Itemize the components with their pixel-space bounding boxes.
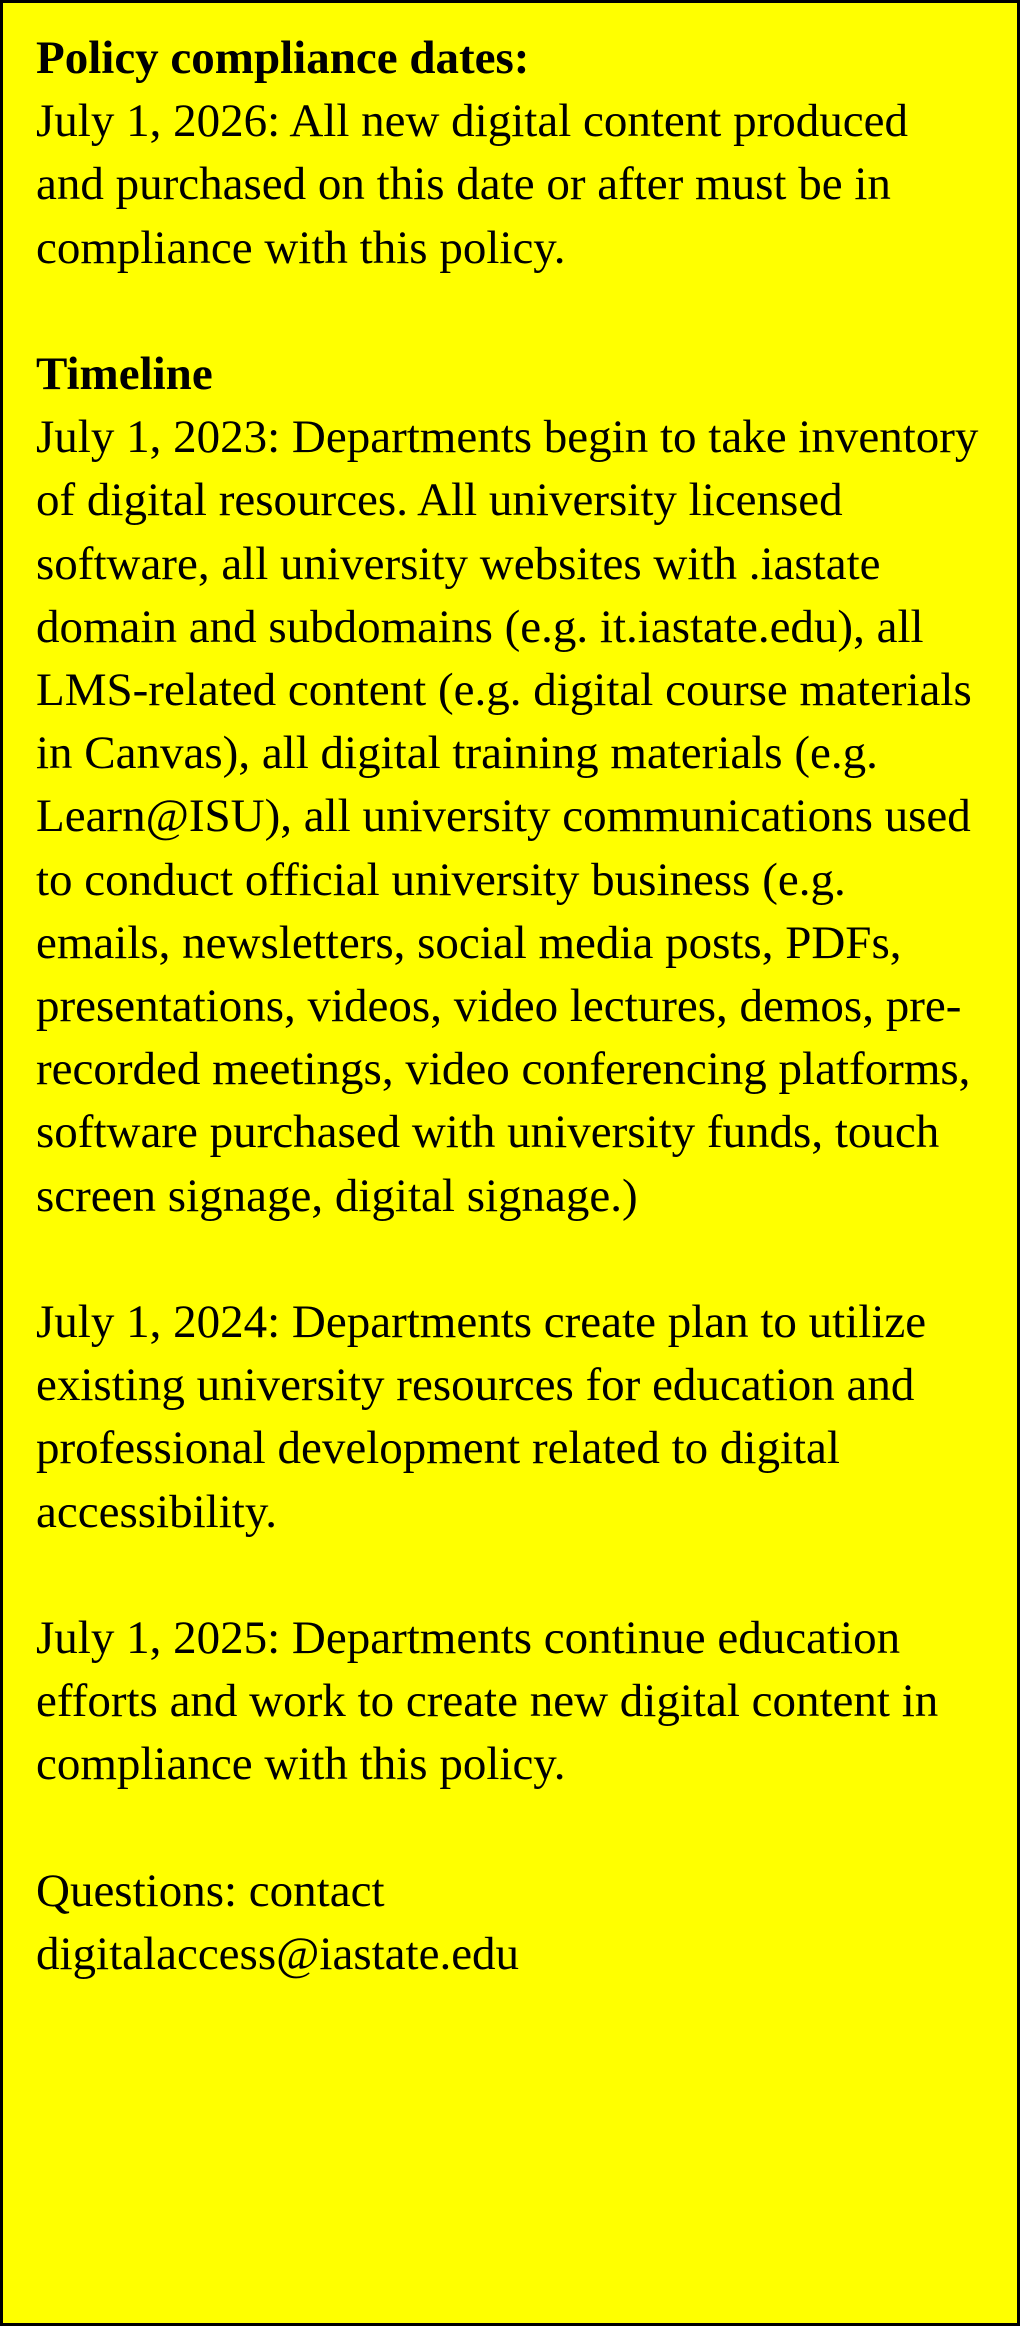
timeline-entry-2024: July 1, 2024: Departments create plan to utilize existing university resources for education and professional development related to digital accessibility. <box>36 1296 927 1538</box>
timeline-entry-2023: July 1, 2023: Departments begin to take inventory of digital resources. All university licensed software, all university websites with .iastate domain and subdomains (e.g. it.iastate.edu), all LMS-related content (e.g. digital course materials in Canvas), all digital training materials (e.g. Learn@ISU), all university communications used to conduct official university business (e.g. emails, newsletters, social media posts, PDFs, presentations, videos, video lectures, demos, pre-recorded meetings, video conferencing platforms, software purchased with university funds, touch screen signage, digital signage.) <box>36 411 979 1222</box>
contact-email[interactable]: digitalaccess@iastate.edu <box>36 1928 520 1981</box>
compliance-dates-heading: Policy compliance dates: <box>36 32 530 84</box>
section-spacer <box>36 1544 987 1607</box>
timeline-entry-2025: July 1, 2025: Departments continue education efforts and work to create new digital content in compliance with this policy. <box>36 1612 939 1791</box>
timeline-heading: Timeline <box>36 348 213 400</box>
compliance-dates-text: July 1, 2026: All new digital content produced and purchased on this date or after must be in compliance with this policy. <box>36 95 908 274</box>
section-spacer <box>36 1228 987 1291</box>
questions-label: Questions: contact <box>36 1864 385 1917</box>
section-spacer <box>36 1797 987 1860</box>
section-spacer <box>36 280 987 343</box>
